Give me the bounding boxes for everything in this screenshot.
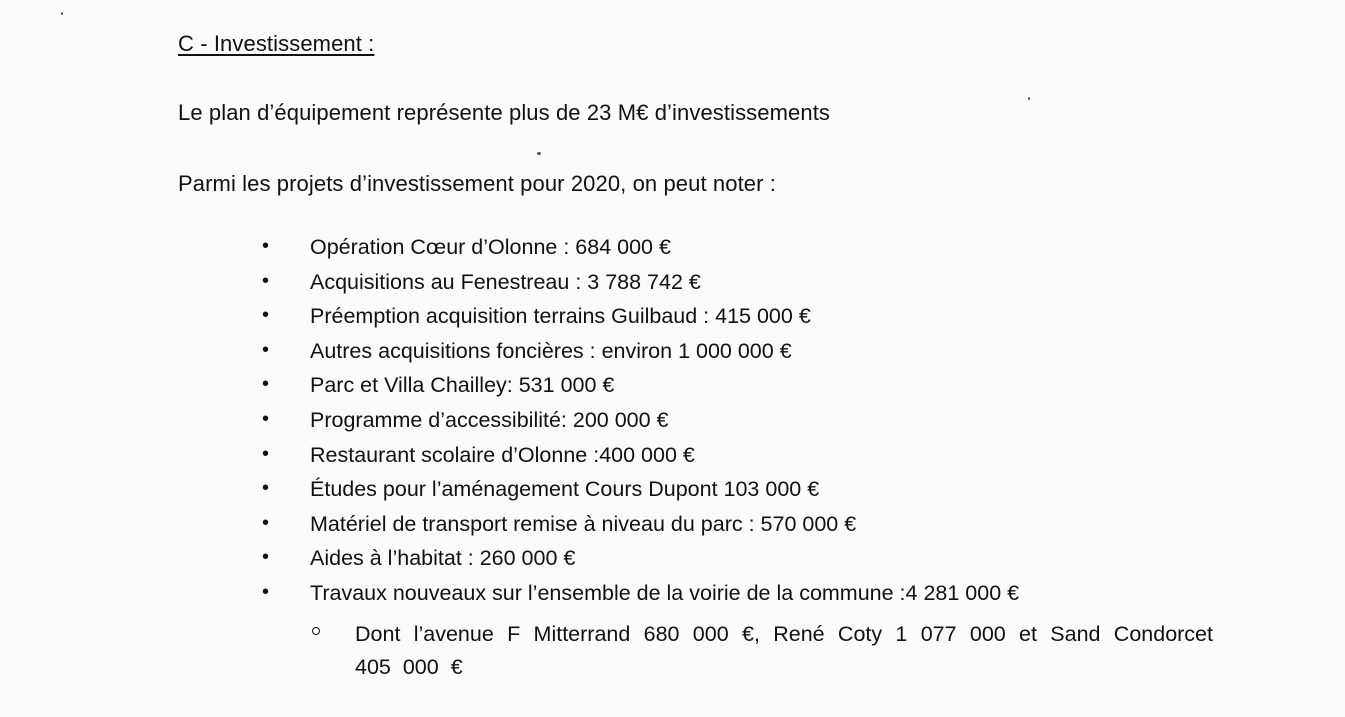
- bullet-icon: •: [262, 373, 270, 396]
- list-item-text: Programme d’accessibilité: 200 000 €: [310, 407, 669, 432]
- bullet-icon: •: [262, 477, 270, 500]
- list-item-text: Études pour l’aménagement Cours Dupont 103 000 €: [310, 477, 820, 502]
- section-heading: C - Investissement :: [178, 31, 375, 56]
- bullet-icon: •: [262, 338, 270, 361]
- projects-intro-paragraph: Parmi les projets d’investissement pour 2020, on peut noter :: [178, 171, 776, 196]
- list-item-text: Opération Cœur d’Olonne : 684 000 €: [310, 235, 671, 259]
- scan-speck: [61, 12, 63, 15]
- intro-paragraph: Le plan d’équipement représente plus de 23 M€ d’investissements: [178, 100, 831, 125]
- list-item-text: Aides à l’habitat : 260 000 €: [310, 546, 576, 571]
- list-item-text: Matériel de transport remise à niveau du parc : 570 000 €: [310, 511, 857, 536]
- bullet-icon: •: [262, 235, 270, 257]
- bullet-icon: •: [262, 269, 270, 292]
- bullet-icon: •: [262, 442, 270, 465]
- bullet-icon: •: [262, 580, 270, 603]
- list-item-text: Autres acquisitions foncières : environ 1 000 000 €: [310, 338, 792, 363]
- list-item-text: Travaux nouveaux sur l’ensemble de la voirie de la commune :4 281 000 €: [310, 580, 1020, 605]
- list-item-text: Parc et Villa Chailley: 531 000 €: [310, 373, 615, 398]
- scan-speck: [1028, 97, 1030, 100]
- bullet-icon: •: [262, 304, 270, 327]
- bullet-icon: •: [262, 407, 270, 430]
- hollow-circle-bullet-icon: [312, 627, 320, 635]
- scan-speck: [537, 152, 541, 155]
- sub-list-item-text: Dont l’avenue F Mitterrand 680 000 €, René Coty 1 077 000 et Sand Condorcet 405 000 €: [355, 622, 1213, 679]
- bullet-icon: •: [262, 511, 270, 534]
- list-item-text: Restaurant scolaire d’Olonne :400 000 €: [310, 442, 695, 467]
- list-item-text: Acquisitions au Fenestreau : 3 788 742 €: [310, 269, 701, 294]
- bullet-icon: •: [262, 546, 270, 569]
- list-item-text: Préemption acquisition terrains Guilbaud : 415 000 €: [310, 304, 811, 329]
